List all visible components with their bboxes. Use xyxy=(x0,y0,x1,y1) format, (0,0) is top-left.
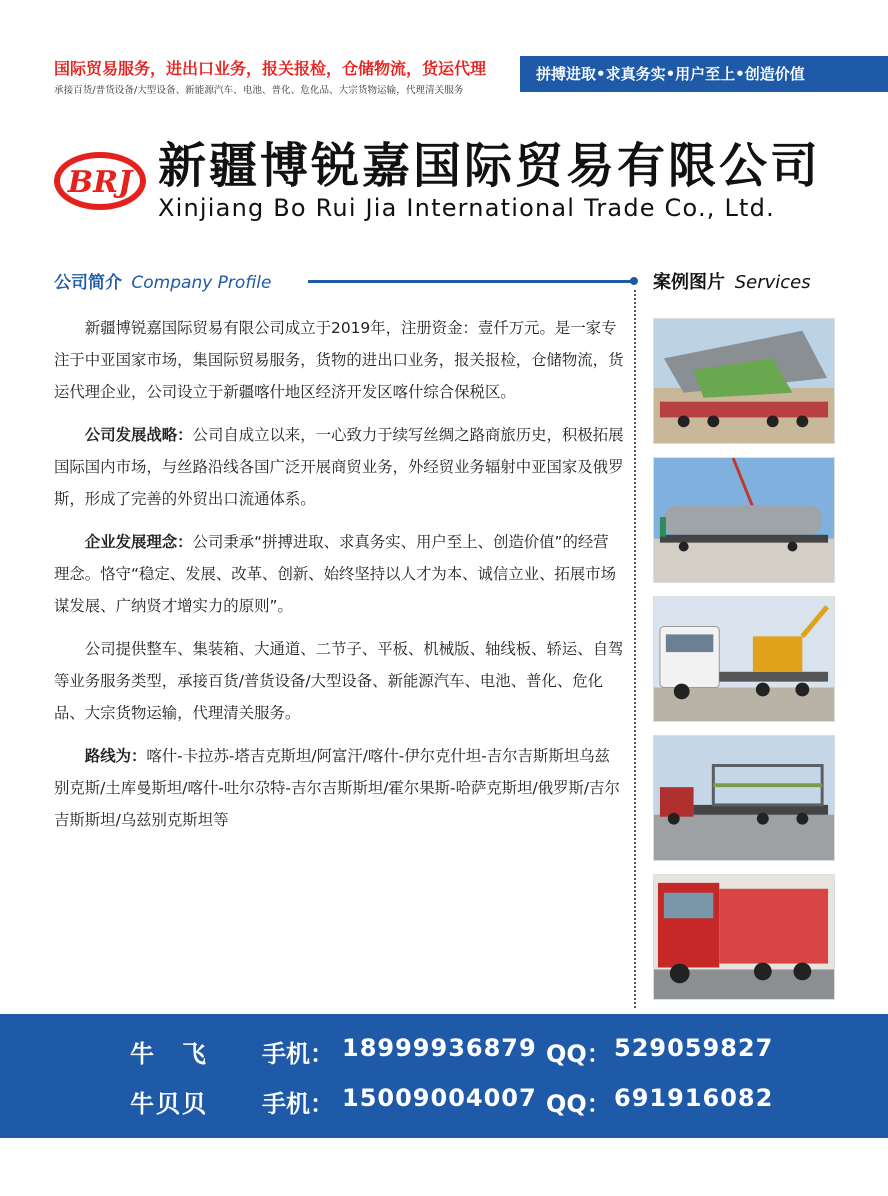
strategy-paragraph: 公司发展战略：公司自成立以来，一心致力于续写丝绸之路商旅历史，积极拓展国际国内市场，与丝路沿线各国广泛开展商贸业务，外经贸业务辐射中亚国家及俄罗斯，形成了完善的外贸出口流通体系。 xyxy=(54,426,624,508)
services-heading-en: Services xyxy=(734,272,811,293)
profile-heading-rule xyxy=(308,280,634,283)
intro-paragraph: 新疆博锐嘉国际贸易有限公司成立于2019年，注册资金：壹仟万元。是一家专注于中亚国家市场，集国际贸易服务，货物的进出口业务，报关报检，仓储物流，货运代理企业，公司设立于新疆喀什地区经济开发区喀什综合保税区。 xyxy=(54,319,624,401)
case-photo-equipment-truck xyxy=(653,735,835,861)
phone-label: 手机： xyxy=(262,1090,334,1118)
profile-heading-dot xyxy=(630,277,638,285)
contact-name: 牛 飞 xyxy=(130,1040,208,1068)
services-paragraph: 公司提供整车、集装箱、大通道、二节子、平板、机械版、轴线板、轿运、自驾等业务服务类型，承接百货/普货设备/大型设备、新能源汽车、电池、普化、危化品、大宗货物运输，代理清关服务。 xyxy=(54,640,624,722)
contact-name: 牛贝贝 xyxy=(130,1090,208,1118)
qq-number: 691916082 xyxy=(614,1084,774,1112)
services-heading xyxy=(653,268,811,294)
qq-label: QQ： xyxy=(546,1090,611,1118)
contact-row xyxy=(0,1084,888,1124)
company-name-cn: 新疆博锐嘉国际贸易有限公司 xyxy=(158,138,822,194)
profile-heading-cn: 公司简介 xyxy=(54,273,122,293)
case-photo-crane-truck xyxy=(653,318,835,444)
motto-banner: 拼搏进取•求真务实•用户至上•创造价值 xyxy=(520,56,888,92)
profile-heading-en: Company Profile xyxy=(131,273,272,293)
services-tagline: 国际贸易服务，进出口业务，报关报检，仓储物流，货运代理 xyxy=(54,59,487,78)
profile-body xyxy=(54,312,624,847)
philosophy-paragraph: 企业发展理念：公司秉承“拼搏进取、求真务实、用户至上、创造价值”的经营理念。恪守“稳定、发展、改革、创新、始终坚持以人才为本、诚信立业、拓展市场谋发展、广纳贤才增实力的原则”。 xyxy=(54,533,617,615)
goods-tagline: 承接百货/普货设备/大型设备、新能源汽车、电池、普化、危化品、大宗货物运输，代理清关服务 xyxy=(54,85,464,96)
qq-label: QQ： xyxy=(546,1040,611,1068)
services-heading-cn: 案例图片 xyxy=(653,272,725,293)
phone-number: 15009004007 xyxy=(342,1084,537,1112)
profile-heading xyxy=(54,268,272,293)
logo-text: BRJ xyxy=(67,165,133,200)
phone-label: 手机： xyxy=(262,1040,334,1068)
contact-footer xyxy=(0,1014,888,1138)
column-divider xyxy=(634,290,636,1008)
company-name-en: Xinjiang Bo Rui Jia International Trade Co., Ltd. xyxy=(158,194,775,222)
case-photo-loader-truck xyxy=(653,596,835,722)
routes-paragraph: 路线为：喀什-卡拉苏-塔吉克斯坦/阿富汗/喀什-伊尔克什坦-吉尔吉斯斯坦乌兹别克斯/土库曼斯坦/喀什-吐尔尕特-吉尔吉斯斯坦/霍尔果斯-哈萨克斯坦/俄罗斯/吉尔吉斯斯坦/乌兹别克斯坦等 xyxy=(54,747,620,829)
case-photo-red-truck xyxy=(653,874,835,1000)
contact-row xyxy=(0,1034,888,1074)
qq-number: 529059827 xyxy=(614,1034,774,1062)
phone-number: 18999936879 xyxy=(342,1034,537,1062)
case-photo-tank-truck xyxy=(653,457,835,583)
company-logo xyxy=(52,150,148,212)
